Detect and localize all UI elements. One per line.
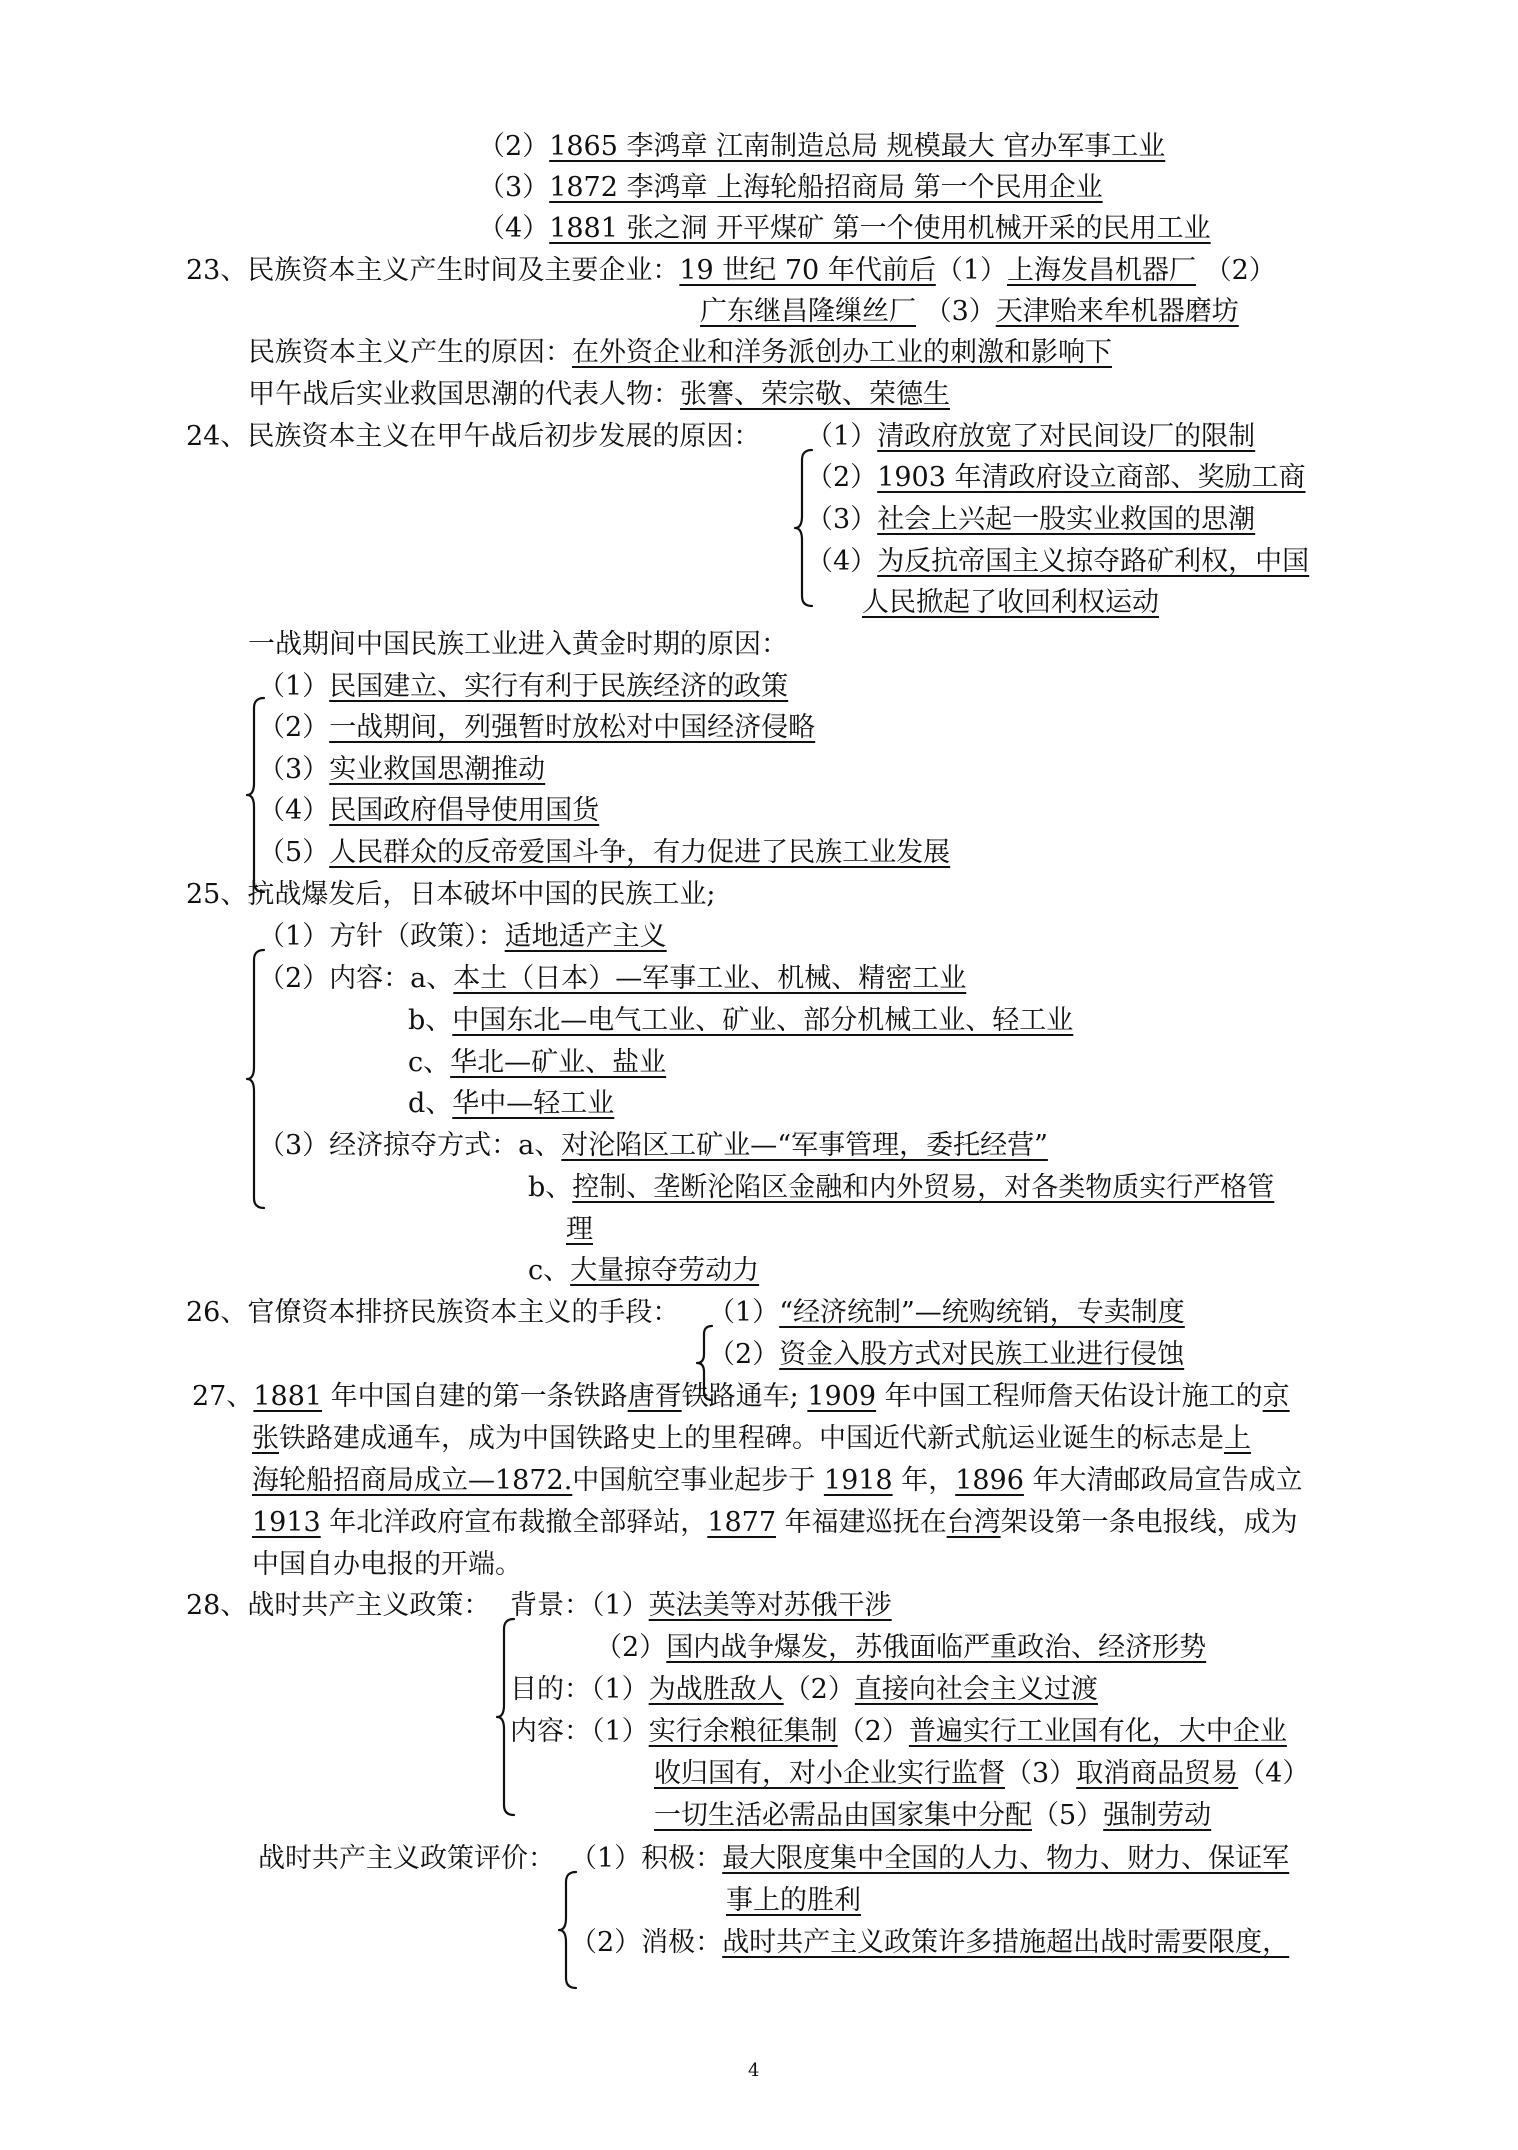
underlined-answer: 华中—轻工业 xyxy=(452,1088,615,1119)
text-run: （3） xyxy=(1005,1758,1077,1789)
text-run: 27、 xyxy=(192,1381,254,1412)
underlined-answer: 1881 xyxy=(253,1381,323,1412)
text-run: （1） xyxy=(806,421,878,452)
text-run: （2）内容：a、 xyxy=(258,963,454,994)
underlined-answer: 1903 年清政府设立商部、奖励工商 xyxy=(877,462,1306,493)
text-line xyxy=(258,832,950,873)
text-run: （4） xyxy=(1238,1758,1310,1789)
text-run: 目的：（1） xyxy=(510,1674,649,1705)
underlined-answer: 19 世纪 70 年代前后 xyxy=(679,255,936,286)
text-run: d、 xyxy=(408,1088,453,1119)
underlined-answer: 京 xyxy=(1262,1381,1290,1412)
underlined-answer: 1918 xyxy=(823,1465,893,1496)
text-line xyxy=(408,1000,1073,1041)
underlined-answer: 中国东北—电气工业、矿业、部分机械工业、轻工业 xyxy=(452,1005,1074,1036)
text-line xyxy=(248,332,1112,373)
text-run: （2） xyxy=(478,131,550,162)
text-line xyxy=(248,624,788,665)
text-line xyxy=(528,1167,1274,1208)
text-run: （5） xyxy=(258,837,330,868)
text-line xyxy=(570,1838,1289,1879)
text-line xyxy=(252,1544,522,1585)
text-line xyxy=(408,1083,614,1124)
text-run: 年， xyxy=(892,1465,956,1496)
page-number: 4 xyxy=(748,2060,760,2081)
text-run: （2） xyxy=(708,1339,780,1370)
underlined-answer: 直接向社会主义过渡 xyxy=(854,1674,1098,1705)
text-line xyxy=(510,1711,1287,1752)
text-line xyxy=(510,1669,1098,1710)
text-line xyxy=(186,416,760,457)
text-run: （2） xyxy=(258,712,330,743)
underlined-answer: 华北—矿业、盐业 xyxy=(450,1047,667,1078)
underlined-answer: 为反抗帝国主义掠夺路矿利权，中国 xyxy=(877,546,1310,577)
text-run: 中国航空事业起步于 xyxy=(572,1465,824,1496)
text-run: 一战期间中国民族工业进入黄金时期的原因： xyxy=(248,629,788,660)
text-run: （2） xyxy=(783,1674,855,1705)
underlined-answer: 1909 xyxy=(807,1381,877,1412)
text-line xyxy=(478,208,1211,249)
text-run: 中国自办电报的开端。 xyxy=(252,1549,522,1580)
underlined-answer: 张謇、荣宗敬、荣德生 xyxy=(680,379,950,410)
text-line xyxy=(186,1292,679,1333)
text-line xyxy=(252,1460,1303,1501)
text-run: 年福建巡抚在 xyxy=(776,1507,947,1538)
underlined-answer: 一战期间，列强暂时放松对中国经济侵略 xyxy=(329,712,816,743)
underlined-answer: 民国建立、实行有利于民族经济的政策 xyxy=(329,671,789,702)
text-line xyxy=(700,291,1239,332)
underlined-answer: 为战胜敌人 xyxy=(648,1674,784,1705)
text-run: 24、民族资本主义在甲午战后初步发展的原因： xyxy=(186,421,761,452)
text-line xyxy=(258,916,667,957)
underlined-answer: 国内战争爆发，苏俄面临严重政治、经济形势 xyxy=(666,1632,1207,1663)
text-run: （1）积极： xyxy=(570,1843,723,1874)
underlined-answer: 普遍实行工业国有化，大中企业 xyxy=(908,1716,1287,1747)
underlined-answer: 战时共产主义政策许多措施超出战时需要限度， xyxy=(722,1927,1290,1958)
underlined-answer: 适地适产主义 xyxy=(504,921,667,952)
text-line xyxy=(248,374,950,415)
brace-item-25 xyxy=(246,948,266,1210)
text-run: 甲午战后实业救国思潮的代表人物： xyxy=(248,379,680,410)
underlined-answer: 台湾 xyxy=(946,1507,1001,1538)
text-line xyxy=(806,416,1255,457)
text-run: （2） xyxy=(1196,255,1276,286)
underlined-answer: 广东继昌隆缫丝厂 xyxy=(700,296,916,327)
text-run: b、 xyxy=(528,1172,573,1203)
underlined-answer: 理 xyxy=(566,1214,593,1245)
underlined-answer: 最大限度集中全国的人力、物力、财力、保证军 xyxy=(722,1843,1290,1874)
underlined-answer: 1881 张之洞 开平煤矿 第一个使用机械开采的民用工业 xyxy=(549,213,1211,244)
text-line xyxy=(186,250,1276,291)
text-line xyxy=(654,1753,1309,1794)
underlined-answer: 天津贻来牟机器磨坊 xyxy=(995,296,1239,327)
text-run: （4） xyxy=(258,795,330,826)
text-line xyxy=(258,958,966,999)
underlined-answer: 民国政府倡导使用国货 xyxy=(329,795,600,826)
underlined-answer: 强制劳动 xyxy=(1103,1800,1212,1831)
text-run: （3） xyxy=(478,172,550,203)
text-run: （5） xyxy=(1032,1800,1104,1831)
text-run: 年北洋政府宣布裁撤全部驿站， xyxy=(320,1507,708,1538)
brace-item-28 xyxy=(496,1617,516,1817)
text-line xyxy=(528,1250,759,1291)
text-run: （3） xyxy=(258,754,330,785)
text-line xyxy=(566,1209,593,1250)
brace-item-24 xyxy=(794,448,814,608)
underlined-answer: 海轮船招商局成立—1872. xyxy=(252,1465,573,1496)
text-run: （2）消极： xyxy=(570,1927,723,1958)
underlined-answer: 张 xyxy=(252,1423,279,1454)
underlined-answer: 对沦陷区工矿业—“军事管理，委托经营” xyxy=(561,1130,1048,1161)
brace-item-26 xyxy=(696,1324,714,1402)
text-run: 内容：（1） xyxy=(510,1716,649,1747)
text-run: 年中国自建的第一条铁路 xyxy=(322,1381,628,1412)
underlined-answer: 控制、垄断沦陷区金融和内外贸易，对各类物质实行严格管 xyxy=(572,1172,1275,1203)
text-line xyxy=(258,1838,555,1879)
text-line xyxy=(258,1125,1048,1166)
underlined-answer: 1877 xyxy=(707,1507,777,1538)
text-line xyxy=(806,499,1255,540)
text-run: （3） xyxy=(916,296,996,327)
text-line xyxy=(806,457,1305,498)
text-line xyxy=(186,1585,490,1626)
text-line xyxy=(806,541,1309,582)
underlined-answer: 社会上兴起一股实业救国的思潮 xyxy=(877,504,1256,535)
text-run: c、 xyxy=(408,1047,451,1078)
text-run: （4） xyxy=(478,213,550,244)
text-run: （1） xyxy=(708,1297,780,1328)
underlined-answer: 清政府放宽了对民间设厂的限制 xyxy=(877,421,1256,452)
text-run: 25、抗战爆发后，日本破坏中国的民族工业; xyxy=(186,879,716,910)
underlined-answer: 1896 xyxy=(955,1465,1024,1496)
text-run: 23、民族资本主义产生时间及主要企业： xyxy=(186,255,680,286)
text-run: （3） xyxy=(806,504,878,535)
text-run: 背景：（1） xyxy=(510,1590,649,1621)
text-run: 架设第一条电报线，成为 xyxy=(1000,1507,1298,1538)
text-line xyxy=(510,1585,892,1626)
text-line xyxy=(862,582,1159,623)
text-line xyxy=(258,749,545,790)
text-line xyxy=(258,790,599,831)
underlined-answer: 实行余粮征集制 xyxy=(648,1716,838,1747)
underlined-answer: 上海发昌机器厂 xyxy=(1007,255,1197,286)
underlined-answer: 大量掠夺劳动力 xyxy=(570,1255,760,1286)
text-line xyxy=(654,1795,1211,1836)
underlined-answer: 人民群众的反帝爱国斗争，有力促进了民族工业发展 xyxy=(329,837,951,868)
text-run: b、 xyxy=(408,1005,453,1036)
underlined-answer: 英法美等对苏俄干涉 xyxy=(648,1590,892,1621)
text-line xyxy=(192,1376,1290,1417)
text-run: 年中国工程师詹天佑设计施工的 xyxy=(876,1381,1263,1412)
brace-evaluation xyxy=(558,1870,578,1990)
underlined-answer: 1865 李鸿章 江南制造总局 规模最大 官办军事工业 xyxy=(549,131,1166,162)
underlined-answer: 实业救国思潮推动 xyxy=(329,754,546,785)
text-run: （1） xyxy=(258,671,330,702)
text-line xyxy=(258,707,815,748)
text-run: 战时共产主义政策评价： xyxy=(258,1843,555,1874)
underlined-answer: 人民掀起了收回利权运动 xyxy=(862,587,1159,618)
text-run: 年大清邮政局宣告成立 xyxy=(1023,1465,1303,1496)
underlined-answer: 一切生活必需品由国家集中分配 xyxy=(654,1800,1032,1831)
text-line xyxy=(408,1042,666,1083)
text-run: （2） xyxy=(806,462,878,493)
text-run: （1） xyxy=(935,255,1008,286)
underlined-answer: 上 xyxy=(1224,1423,1251,1454)
text-run: （1）方针（政策）： xyxy=(258,921,505,952)
text-run: （3）经济掠夺方式：a、 xyxy=(258,1130,562,1161)
underlined-answer: 收归国有，对小企业实行监督 xyxy=(654,1758,1005,1789)
underlined-answer: 1913 xyxy=(252,1507,321,1538)
text-line xyxy=(252,1418,1251,1459)
text-line xyxy=(726,1880,861,1921)
text-line xyxy=(708,1334,1184,1375)
underlined-answer: 本土（日本）—军事工业、机械、精密工业 xyxy=(453,963,967,994)
text-run: 铁路通车; xyxy=(681,1381,808,1412)
text-run: 26、官僚资本排挤民族资本主义的手段： xyxy=(186,1297,680,1328)
underlined-answer: 唐胥 xyxy=(627,1381,682,1412)
text-line xyxy=(478,167,1103,208)
text-line xyxy=(478,126,1165,167)
text-line xyxy=(708,1292,1185,1333)
underlined-answer: 1872 李鸿章 上海轮船招商局 第一个民用企业 xyxy=(549,172,1103,203)
text-run: （2） xyxy=(595,1632,667,1663)
text-run: （4） xyxy=(806,546,878,577)
text-line xyxy=(595,1627,1206,1668)
text-run: 28、战时共产主义政策： xyxy=(186,1590,491,1621)
text-run: （2） xyxy=(837,1716,909,1747)
text-run: 铁路建成通车，成为中国铁路史上的里程碑。中国近代新式航运业诞生的标志是 xyxy=(279,1423,1224,1454)
underlined-answer: 取消商品贸易 xyxy=(1076,1758,1239,1789)
text-line xyxy=(570,1922,1289,1963)
underlined-answer: 事上的胜利 xyxy=(726,1885,861,1916)
text-line xyxy=(252,1502,1298,1543)
brace-wwi-reasons xyxy=(246,696,266,894)
underlined-answer: 资金入股方式对民族工业进行侵蚀 xyxy=(779,1339,1185,1370)
text-run: 民族资本主义产生的原因： xyxy=(248,337,572,368)
underlined-answer: 在外资企业和洋务派创办工业的刺激和影响下 xyxy=(572,337,1112,368)
text-line xyxy=(258,666,788,707)
underlined-answer: “经济统制”—统购统销，专卖制度 xyxy=(779,1297,1185,1328)
text-run: c、 xyxy=(528,1255,571,1286)
